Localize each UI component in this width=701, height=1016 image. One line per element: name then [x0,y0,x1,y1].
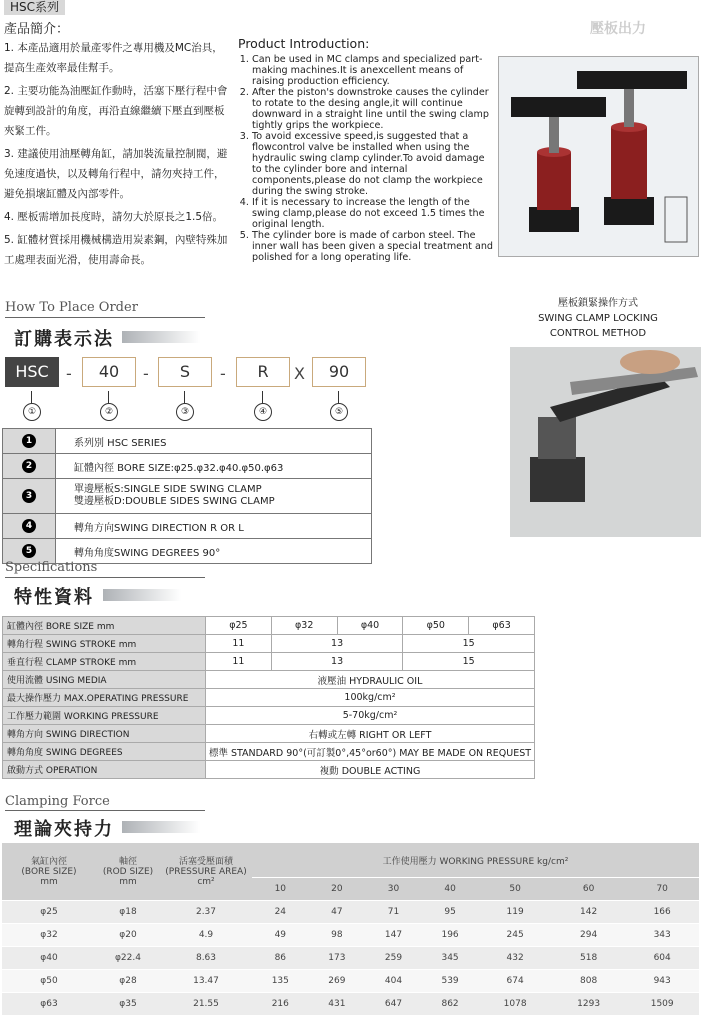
pressure-cell: 70 [625,878,699,901]
spec-label: 轉角角度 SWING DEGREES [3,743,206,761]
spec-row-clamp [3,653,535,671]
clamping-section-cn: 理論夾持力 [14,819,114,840]
order-code-direction: R [236,357,290,387]
clamp-cell: 95 [422,901,479,924]
legend-row [3,514,372,539]
clamp-cell: φ40 [2,947,96,970]
clamp-row [2,924,699,947]
photo-caption [508,296,688,341]
product-photo [498,56,699,257]
clamp-cell: 49 [252,924,309,947]
clamp-header-row [2,843,699,878]
spec-row-operation [3,761,535,779]
legend-number: 4 [22,519,36,533]
clamp-cell: 173 [309,947,366,970]
spec-cell: φ40 [337,617,403,635]
clamp-cell: 245 [478,924,551,947]
legend-text: 轉角方向SWING DIRECTION R OR L [56,514,372,539]
order-code-bore: 40 [82,357,136,387]
clamp-cell: 2.37 [160,901,252,924]
pressure-cell: 50 [478,878,551,901]
legend-text: 雙邊壓板D:DOUBLE SIDES SWING CLAMP [74,496,275,507]
clamp-cell: 13.47 [160,970,252,993]
spec-label: 轉角方向 SWING DIRECTION [3,725,206,743]
pressure-cell: 30 [365,878,422,901]
clamp-cell: 216 [252,993,309,1016]
clamp-row [2,993,699,1016]
section-bar [103,589,181,601]
intro-cn-item: 2. 主要功能為油壓缸作動時，活塞下壓行程中會旋轉到設計的角度，再沿直線繼續下壓直到壓板夾緊工件。 [4,85,228,137]
spec-label: 工作壓力範圍 WORKING PRESSURE [3,707,206,725]
marker: ④ [254,403,272,421]
clamping-section-en: Clamping Force [5,794,110,809]
clamp-cell: 604 [625,947,699,970]
legend-number: 2 [22,459,36,473]
clamp-cell: 862 [422,993,479,1016]
clamp-cell: 343 [625,924,699,947]
clamp-row [2,901,699,924]
order-code-series: HSC [5,357,59,387]
clamp-header: 軸徑 [118,856,137,867]
spec-label: 轉角行程 SWING STROKE mm [3,635,206,653]
swing-clamp-illustration [499,57,698,256]
clamp-cell: 86 [252,947,309,970]
clamp-cell: 943 [625,970,699,993]
spec-cell: φ63 [469,617,535,635]
intro-cn-list [4,38,228,273]
clamp-cell: 135 [252,970,309,993]
clamp-cell: 166 [625,901,699,924]
order-separator: X [294,364,305,383]
clamp-cell: φ63 [2,993,96,1016]
clamp-header: cm² [197,876,215,887]
clamp-header: mm [40,876,58,887]
clamp-cell: φ50 [2,970,96,993]
clamp-cell: 21.55 [160,993,252,1016]
marker-line [108,391,109,403]
marker-line [31,391,32,403]
clamp-cell: 259 [365,947,422,970]
clamp-cell: 147 [365,924,422,947]
clamp-cell: 431 [309,993,366,1016]
clamp-cell: 808 [552,970,625,993]
section-bar [122,821,200,833]
clamp-cell: 47 [309,901,366,924]
order-code-degrees: 90 [312,357,366,387]
spec-cell: φ50 [403,617,469,635]
clamp-cell: φ22.4 [96,947,160,970]
order-code-clamp: S [158,357,212,387]
spec-cell: 13 [271,635,403,653]
marker: ① [23,403,41,421]
spec-row-bore [3,617,535,635]
clamp-cell: φ20 [96,924,160,947]
spec-cell: 11 [206,653,272,671]
clamp-cell: 345 [422,947,479,970]
order-section-en: How To Place Order [5,300,138,315]
intro-en-title: Product Introduction: [238,36,370,51]
clamping-force-table [2,843,699,1016]
legend-text: 缸體內徑 BORE SIZE:φ25.φ32.φ40.φ50.φ63 [56,454,372,479]
clamp-cell: 294 [552,924,625,947]
spec-row-working [3,707,535,725]
spec-cell: 100kg/cm² [206,689,535,707]
specs-table [2,616,535,779]
spec-cell: 13 [271,653,403,671]
clamp-cell: 71 [365,901,422,924]
clamp-cell: φ32 [2,924,96,947]
divider [5,810,205,811]
clamp-cell: 8.63 [160,947,252,970]
clamp-cell: φ35 [96,993,160,1016]
spec-cell: φ32 [271,617,337,635]
legend-row [3,454,372,479]
caption-en-2: CONTROL METHOD [549,328,647,339]
pressure-cell: 20 [309,878,366,901]
specs-section-cn: 特性資料 [14,587,94,608]
clamp-header: (ROD SIZE) [102,866,154,877]
specs-section-en: Specifications [5,560,98,575]
intro-en-list [238,54,496,263]
intro-en-item: 3. To avoid excessive speed,is suggested that a flowcontrol valve be installed when using the hydraulic swing clamp cylinder.To avoid damage to the cylinder bore and internal components,please do not clamp the workpiece during the swing stroke. [252,131,496,197]
spec-row-swing [3,635,535,653]
intro-cn-item: 1. 本產品適用於量產零件之專用機及MC治具，提高生產效率最佳幫手。 [4,42,223,74]
clamp-cell: 647 [365,993,422,1016]
clamp-cell: 24 [252,901,309,924]
spec-cell: φ25 [206,617,272,635]
clamp-cell: 4.9 [160,924,252,947]
spec-row-media [3,671,535,689]
marker: ⑤ [330,403,348,421]
clamp-header: (PRESSURE AREA) [165,866,247,877]
legend-row [3,479,372,514]
section-bar [122,331,200,343]
caption-en-1: SWING CLAMP LOCKING [538,313,658,324]
clamp-header: 氣缸內徑 [30,856,67,867]
spec-label: 最大操作壓力 MAX.OPERATING PRESSURE [3,689,206,707]
clamp-header: mm [119,876,137,887]
clamp-cell: 196 [422,924,479,947]
clamp-cell: 142 [552,901,625,924]
spec-label: 缸體內徑 BORE SIZE mm [3,617,206,635]
clamp-cell: φ18 [96,901,160,924]
clamp-cell: 1293 [552,993,625,1016]
clamp-cell: 98 [309,924,366,947]
clamp-cell: 404 [365,970,422,993]
clamp-header: (BORE SIZE) [21,866,77,877]
caption-cn: 壓板鎖緊操作方式 [558,298,638,309]
divider [5,577,205,578]
intro-cn-item: 3. 建議使用油壓轉角缸，請加裝流量控制閥，避免速度過快，以及轉角行程中，請勿夾持工件，避免損壞缸體及內部零件。 [4,148,228,200]
legend-text: 系列別 HSC SERIES [56,429,372,454]
clamp-cell: 269 [309,970,366,993]
marker: ③ [176,403,194,421]
intro-en-item: 1. Can be used in MC clamps and specialized part-making machines.It is anexcellent means of raising production efficiency. [252,54,496,87]
spec-cell: 15 [403,635,535,653]
legend-row [3,429,372,454]
spec-cell: 15 [403,653,535,671]
legend-number: 5 [22,544,36,558]
clamp-header: 活塞受壓面積 [178,856,233,867]
spec-row-direction [3,725,535,743]
wrench-operation-illustration [510,347,701,537]
spec-row-max [3,689,535,707]
operation-photo [510,347,701,537]
divider [5,317,205,318]
clamp-cell: 1509 [625,993,699,1016]
clamp-cell: 119 [478,901,551,924]
spec-cell: 標準 STANDARD 90°(可訂製0°,45°or60°) MAY BE MADE ON REQUEST [206,743,535,761]
spec-label: 啟動方式 OPERATION [3,761,206,779]
spec-cell: 11 [206,635,272,653]
clamp-header: 工作使用壓力 WORKING PRESSURE kg/cm² [252,843,699,878]
marker: ② [100,403,118,421]
clamp-cell: 1078 [478,993,551,1016]
legend-text: 轉角角度SWING DEGREES 90° [56,539,372,564]
clamp-cell: 518 [552,947,625,970]
intro-cn-item: 5. 缸體材質採用機械構造用炭素鋼，內壁特殊加工處理表面光滑，使用壽命長。 [4,234,228,266]
order-legend-table [2,428,372,564]
marker-line [338,391,339,403]
clamp-cell: 432 [478,947,551,970]
order-section-cn: 訂購表示法 [14,329,114,350]
clamp-cell: 539 [422,970,479,993]
spec-cell: 5-70kg/cm² [206,707,535,725]
clamp-row [2,947,699,970]
order-separator: - [143,364,149,383]
marker-line [184,391,185,403]
faded-heading: 壓板出力 [590,21,646,37]
clamp-row [2,970,699,993]
intro-cn-item: 4. 壓板需增加長度時，請勿大於原長之1.5倍。 [4,211,224,223]
marker-line [262,391,263,403]
spec-cell: 右轉或左轉 RIGHT OR LEFT [206,725,535,743]
cn-intro-title: 產品簡介： [4,22,70,37]
intro-en-item: 2. After the piston's downstroke causes the cylinder to rotate to the desing angle,it will continue downward in a straight line until the swing clamp tightly grips the workpiece. [252,87,496,131]
pressure-cell: 10 [252,878,309,901]
legend-text: 單邊壓板S:SINGLE SIDE SWING CLAMP [74,484,262,495]
intro-en-item: 5. The cylinder bore is made of carbon steel. The inner wall has been given a special treatment and polished for a long operating life. [252,230,496,263]
series-tag: HSC系列 [4,0,65,15]
clamp-cell: φ25 [2,901,96,924]
spec-cell: 液壓油 HYDRAULIC OIL [206,671,535,689]
pressure-cell: 40 [422,878,479,901]
spec-row-degrees [3,743,535,761]
spec-cell: 複動 DOUBLE ACTING [206,761,535,779]
spec-label: 垂直行程 CLAMP STROKE mm [3,653,206,671]
intro-en-item: 4. If it is necessary to increase the length of the swing clamp,please do not exceed 1.5 times the original length. [252,197,496,230]
clamp-cell: φ28 [96,970,160,993]
pressure-cell: 60 [552,878,625,901]
spec-label: 使用流體 USING MEDIA [3,671,206,689]
clamp-cell: 674 [478,970,551,993]
legend-number: 3 [22,489,36,503]
order-separator: - [220,364,226,383]
order-separator: - [66,364,72,383]
legend-number: 1 [22,434,36,448]
